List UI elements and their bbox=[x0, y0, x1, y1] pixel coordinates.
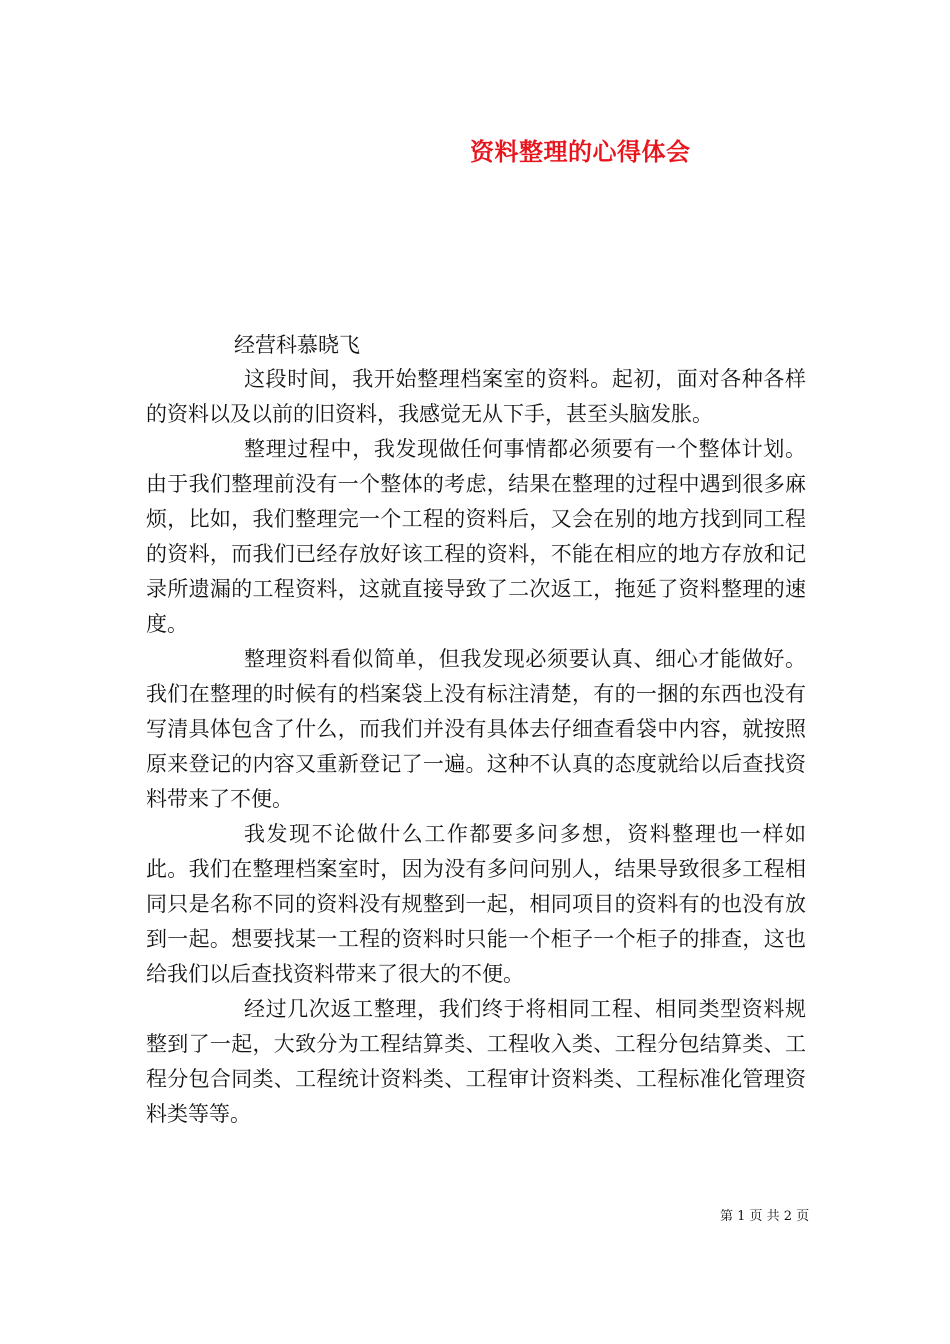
paragraph-5: 经过几次返工整理，我们终于将相同工程、相同类型资料规整到了一起，大致分为工程结算类、工程收入类、工程分包结算类、工程分包合同类、工程统计资料类、工程审计资料类、工程标准化管理资料类等等。 bbox=[146, 997, 806, 1126]
page-number-footer: 第 1 页 共 2 页 bbox=[720, 1209, 810, 1224]
author-line: 经营科慕晓飞 bbox=[234, 333, 360, 357]
paragraph-1: 这段时间，我开始整理档案室的资料。起初，面对各种各样的资料以及以前的旧资料，我感觉无从下手，甚至头脑发胀。 bbox=[146, 367, 806, 426]
paragraph-4: 我发现不论做什么工作都要多问多想，资料整理也一样如此。我们在整理档案室时，因为没有多问问别人，结果导致很多工程相同只是名称不同的资料没有规整到一起，相同项目的资料有的也没有放到一起。想要找某一工程的资料时只能一个柜子一个柜子的排查，这也给我们以后查找资料带来了很大的不便。 bbox=[146, 822, 806, 986]
paragraph-3: 整理资料看似简单，但我发现必须要认真、细心才能做好。我们在整理的时候有的档案袋上没有标注清楚，有的一捆的东西也没有写清具体包含了什么，而我们并没有具体去仔细查看袋中内容，就按照原来登记的内容又重新登记了一遍。这种不认真的态度就给以后查找资料带来了不便。 bbox=[146, 647, 806, 811]
document-body bbox=[146, 362, 806, 1132]
paragraph-2: 整理过程中，我发现做任何事情都必须要有一个整体计划。由于我们整理前没有一个整体的考虑，结果在整理的过程中遇到很多麻烦，比如，我们整理完一个工程的资料后，又会在别的地方找到同工程的资料，而我们已经存放好该工程的资料，不能在相应的地方存放和记录所遗漏的工程资料，这就直接导致了二次返工，拖延了资料整理的速度。 bbox=[146, 437, 806, 636]
document-title: 资料整理的心得体会 bbox=[470, 137, 691, 166]
